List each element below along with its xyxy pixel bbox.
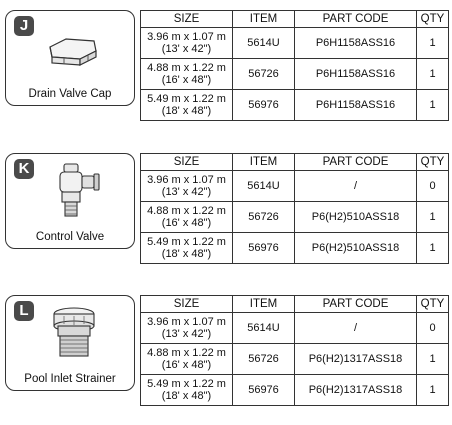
part-name: Drain Valve Cap [28,88,112,100]
item-cell: 56976 [233,90,295,121]
table-row [141,28,449,59]
item-cell: 5614U [233,171,295,202]
part-card-j [5,10,135,106]
size-imperial: (18' x 48") [161,390,212,402]
header-part-code: PART CODE [295,154,417,171]
header-part-code: PART CODE [295,296,417,313]
header-size: SIZE [141,11,233,28]
size-imperial: (16' x 48") [161,359,212,371]
header-part-code: PART CODE [295,11,417,28]
pool-inlet-strainer-icon [46,304,102,364]
header-qty: QTY [417,154,449,171]
item-cell: 56726 [233,59,295,90]
header-qty: QTY [417,11,449,28]
item-cell: 56976 [233,233,295,264]
part-code-cell: P6H1158ASS16 [295,28,417,59]
size-metric: 5.49 m x 1.22 m [147,93,226,105]
header-item: ITEM [233,154,295,171]
qty-cell: 1 [417,233,449,264]
size-metric: 4.88 m x 1.22 m [147,347,226,359]
size-imperial: (13' x 42") [161,43,212,55]
part-code-cell: P6(H2)510ASS18 [295,202,417,233]
qty-cell: 1 [417,375,449,406]
table-row [141,375,449,406]
section-letter: L [14,301,34,321]
part-code-cell: P6H1158ASS16 [295,59,417,90]
part-code-cell: / [295,313,417,344]
header-size: SIZE [141,296,233,313]
part-code-cell: P6(H2)1317ASS18 [295,375,417,406]
header-item: ITEM [233,11,295,28]
control-valve-icon [44,160,104,222]
size-metric: 3.96 m x 1.07 m [147,31,226,43]
size-cell [141,59,233,90]
section-k [0,153,452,283]
table-header-row [141,154,449,171]
qty-cell: 1 [417,344,449,375]
part-card-l [5,295,135,391]
size-cell [141,28,233,59]
size-metric: 3.96 m x 1.07 m [147,316,226,328]
qty-cell: 0 [417,313,449,344]
parts-table-l [140,295,449,406]
size-imperial: (16' x 48") [161,74,212,86]
header-qty: QTY [417,296,449,313]
item-cell: 5614U [233,313,295,344]
parts-table-k [140,153,449,264]
size-cell [141,202,233,233]
table-row [141,233,449,264]
size-metric: 5.49 m x 1.22 m [147,236,226,248]
part-code-cell: P6H1158ASS16 [295,90,417,121]
size-imperial: (13' x 42") [161,186,212,198]
qty-cell: 0 [417,171,449,202]
item-cell: 56976 [233,375,295,406]
table-row [141,90,449,121]
part-code-cell: / [295,171,417,202]
header-item: ITEM [233,296,295,313]
size-cell [141,90,233,121]
table-row [141,344,449,375]
size-cell [141,375,233,406]
section-letter: K [14,159,34,179]
size-metric: 5.49 m x 1.22 m [147,378,226,390]
size-metric: 4.88 m x 1.22 m [147,62,226,74]
size-cell [141,171,233,202]
size-imperial: (16' x 48") [161,217,212,229]
table-header-row [141,296,449,313]
part-code-cell: P6(H2)510ASS18 [295,233,417,264]
size-metric: 4.88 m x 1.22 m [147,205,226,217]
part-card-k [5,153,135,249]
part-code-cell: P6(H2)1317ASS18 [295,344,417,375]
qty-cell: 1 [417,28,449,59]
qty-cell: 1 [417,202,449,233]
size-cell [141,233,233,264]
part-name: Pool Inlet Strainer [24,373,116,385]
size-imperial: (18' x 48") [161,248,212,260]
table-row [141,313,449,344]
size-metric: 3.96 m x 1.07 m [147,174,226,186]
qty-cell: 1 [417,59,449,90]
qty-cell: 1 [417,90,449,121]
table-header-row [141,11,449,28]
header-size: SIZE [141,154,233,171]
size-imperial: (13' x 42") [161,328,212,340]
drain-valve-cap-icon [42,29,102,71]
size-cell [141,313,233,344]
table-row [141,202,449,233]
item-cell: 56726 [233,344,295,375]
item-cell: 56726 [233,202,295,233]
table-row [141,171,449,202]
size-cell [141,344,233,375]
section-j [0,10,452,140]
section-l [0,295,452,425]
parts-table-j [140,10,449,121]
table-row [141,59,449,90]
part-name: Control Valve [35,231,105,243]
size-imperial: (18' x 48") [161,105,212,117]
item-cell: 5614U [233,28,295,59]
section-letter: J [14,16,34,36]
